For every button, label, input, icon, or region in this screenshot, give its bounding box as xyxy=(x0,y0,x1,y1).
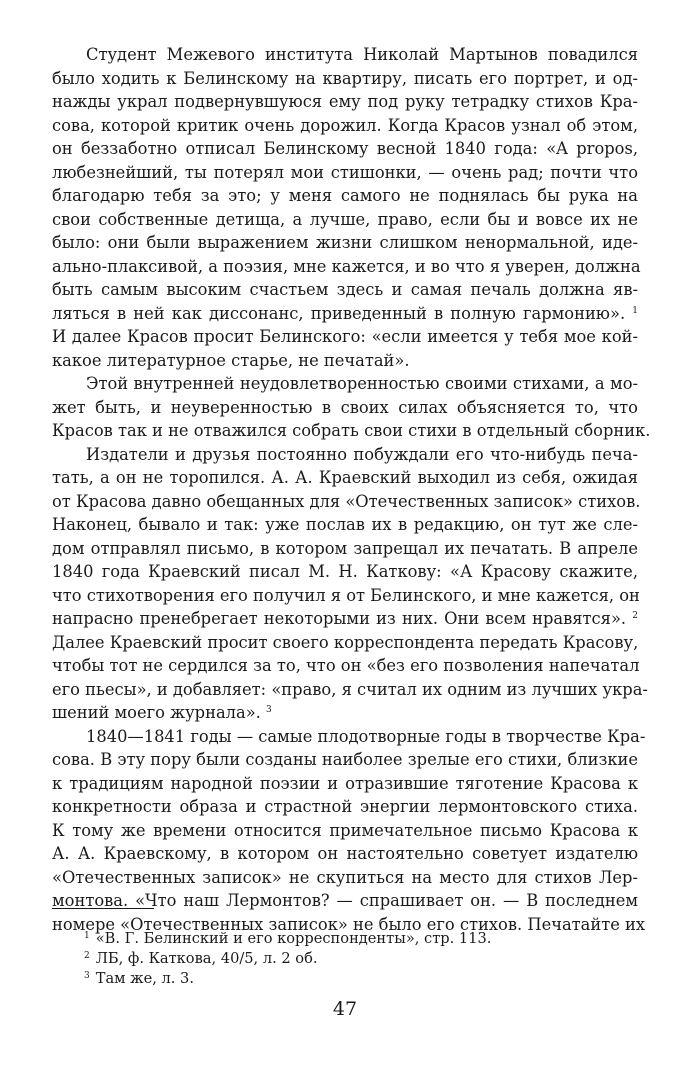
text-line: к традициям народной поэзии и отразившие тяготение Красова к xyxy=(52,773,638,793)
text-line: чтобы тот не сердился за то, что он «без его позволения напечатал xyxy=(52,656,640,675)
paragraph-3 xyxy=(52,443,648,725)
text-line-with-ref xyxy=(52,701,638,725)
text-line: 1840—1841 годы — самые плодотворные годы в творчестве Кра- xyxy=(86,726,646,746)
text-line: монтова. «Что наш Лермонтов? — спрашивает он. — В последнем xyxy=(52,891,638,910)
footnote-number: 2 xyxy=(84,951,90,961)
text-line: сова. В эту пору были созданы наиболее зрелые его стихи, близкие xyxy=(52,750,638,769)
page-number: 47 xyxy=(332,998,358,1020)
footnote-divider xyxy=(52,908,154,909)
paragraph-2 xyxy=(52,372,651,443)
text-line: любезнейший, ты потерял мои стишонки, — очень рад; почти что xyxy=(52,162,638,182)
text-line: его пьесы», и добавляет: «право, я считал их одним из лучших укра- xyxy=(52,679,648,699)
text-line: 1840 года Краевский писал М. Н. Каткову: «А Красову скажите, xyxy=(52,562,638,581)
text-line: сова, которой критик очень дорожил. Когда Красов узнал об этом, xyxy=(52,115,638,135)
page-body xyxy=(52,43,651,936)
footnote-text: ЛБ, ф. Каткова, 40/5, л. 2 об. xyxy=(95,950,318,967)
text-line: К тому же времени относится примечательное письмо Красова к xyxy=(52,820,638,840)
text-line: Издатели и друзья постоянно побуждали его что-нибудь печа- xyxy=(86,444,638,464)
text-line-with-ref xyxy=(52,302,638,326)
text-line: ляться в ней как диссонанс, приведенный в полную гармонию». xyxy=(52,303,626,323)
text-line: Наконец, бывало и так: уже послав их в редакцию, он тут же сле- xyxy=(52,515,638,534)
text-line: конкретности образа и страстной энергии лермонтовского стиха. xyxy=(52,797,638,816)
text-line: благодарю тебя за это; у меня самого не поднялась бы рука на xyxy=(52,186,638,205)
footnote-ref-1: 1 xyxy=(632,305,638,316)
text-line: свои собственные детища, а лучше, право, если бы и вовсе их не xyxy=(52,209,638,229)
text-line: ально-плаксивой, а поэзия, мне кажется, и во что я уверен, должна xyxy=(52,256,641,276)
footnote-1 xyxy=(84,926,604,946)
text-line: Далее Краевский просит своего корреспондента передать Красову, xyxy=(52,632,639,652)
text-line: И далее Красов просит Белинского: «если имеется у тебя мое кой- xyxy=(52,327,638,346)
footnote-ref-2: 2 xyxy=(632,611,638,621)
text-line: было: они были выражением жизни слишком ненормальной, иде- xyxy=(52,233,638,252)
text-line: Студент Межевого института Николай Мартынов повадился xyxy=(86,45,638,64)
main-text xyxy=(52,43,651,936)
text-line: какое литературное старье, не печатай». xyxy=(52,350,410,370)
footnote-text: «В. Г. Белинский и его корреспонденты», стр. 113. xyxy=(95,930,492,947)
text-line: Этой внутренней неудовлетворенностью своими стихами, а мо- xyxy=(86,374,638,393)
footnote-3 xyxy=(84,966,604,986)
text-line: было ходить к Белинскому на квартиру, писать его портрет, и од- xyxy=(52,68,638,88)
text-line: А. А. Краевскому, в котором он настоятельно советует издателю xyxy=(52,844,638,863)
footnote-number: 1 xyxy=(84,931,90,941)
text-line: что стихотворения его получил я от Белинского, и мне кажется, он xyxy=(52,585,640,605)
text-line: Красов так и не отважился собрать свои стихи в отдельный сборник. xyxy=(52,421,651,440)
text-line: дом отправлял письмо, в котором запрещал их печатать. В апреле xyxy=(52,538,638,558)
text-line: он беззаботно отписал Белинскому весной 1840 года: «A propos, xyxy=(52,139,638,158)
footnote-number: 3 xyxy=(84,971,90,981)
paragraph-4 xyxy=(52,725,646,937)
text-line: от Красова давно обещанных для «Отечественных записок» стихов. xyxy=(52,491,641,511)
text-line: шений моего журнала». xyxy=(52,703,261,722)
text-line: напрасно пренебрегает некоторыми из них. Они всем нравятся». xyxy=(52,609,627,628)
text-line: «Отечественных записок» не скупиться на место для стихов Лер- xyxy=(52,867,638,887)
text-line: нажды украл подвернувшуюся ему под руку тетрадку стихов Кра- xyxy=(52,92,638,111)
paragraph-1 xyxy=(52,43,641,372)
text-line: жет быть, и неуверенностью в своих силах объясняется то, что xyxy=(52,397,638,417)
footnote-ref-3: 3 xyxy=(266,705,272,715)
footnotes xyxy=(84,926,604,986)
text-line: тать, а он не торопился. А. А. Краевский выходил из себя, ожидая xyxy=(52,468,638,487)
footnote-2 xyxy=(84,946,604,966)
footnote-text: Там же, л. 3. xyxy=(95,970,194,987)
text-line: номере «Отечественных записок» не было его стихов. Печатайте их xyxy=(52,914,646,934)
text-line-with-ref xyxy=(52,607,638,631)
text-line: быть самым высоким счастьем здесь и самая печаль должна яв- xyxy=(52,280,638,299)
